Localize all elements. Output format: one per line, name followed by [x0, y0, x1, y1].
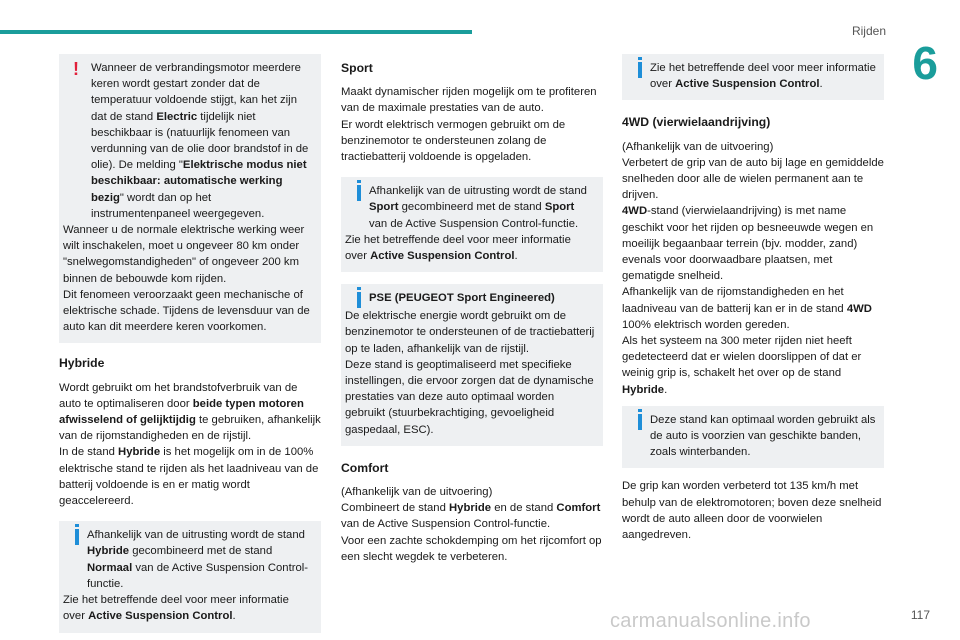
awd-heading: 4WD (vierwielaandrijving) — [622, 115, 771, 130]
awd-text-2: Verbetert de grip van de auto bij lage en gemiddelde snelheden door alle de wielen permanent aan te drijven. — [622, 156, 884, 202]
comfort-text-2: Combineert de stand Hybride en de stand Comfort van de Active Suspension Control-functie. — [341, 502, 601, 531]
sport-text-1: Maakt dynamischer rijden mogelijk om te profiteren van de maximale prestaties van de auto. — [341, 86, 597, 115]
column-3 — [622, 54, 884, 543]
info-tyres-text: Deze stand kan optimaal worden gebruikt als de auto is voorzien van geschikte banden, zoals winterbanden. — [650, 413, 876, 459]
info-box-pse — [341, 284, 603, 446]
comfort-text-3: Voor een zachte schokdemping om het rijcomfort op een slecht wegdek te verbeteren. — [341, 534, 602, 563]
comfort-text-1: (Afhankelijk van de uitvoering) — [341, 486, 493, 499]
section-title: Rijden — [851, 24, 886, 38]
warning-box — [59, 54, 321, 343]
info-box-sport — [341, 177, 603, 272]
grip-text: De grip kan worden verbeterd tot 135 km/h met behulp van de elektromotoren; boven deze snelheid wordt de auto alleen door de voorwielen aangedreven. — [622, 480, 882, 542]
hybrid-heading: Hybride — [59, 356, 105, 371]
pse-title: PSE (PEUGEOT Sport Engineered) — [369, 292, 555, 305]
info-asc-text: Zie het betreffende deel voor meer informatie over Active Suspension Control. — [650, 62, 876, 91]
warning-text-1: Wanneer de verbrandingsmotor meerdere keren wordt gestart zonder dat de temperatuur voldoende stijgt, kan het zijn dat de stand Electric tijdelijk niet beschikbaar is (natuurlijk fenomeen van verdunning van de olie door brandstof in de olie). De melding "Elektrische modus niet beschikbaar: automatische werking bezig" wordt dan op het instrumentenpaneel weergegeven. — [91, 62, 309, 220]
awd-text-3: 4WD-stand (vierwielaandrijving) is met name geschikt voor het rijden op besneeuwde wegen en moeilijk begaanbaar terrein (bjv. modder, zand) evenals voor doorwaadbare plaatsen, met gematigde snelheid. — [622, 205, 874, 283]
header-accent-bar — [0, 30, 472, 34]
info-text-2: Zie het betreffende deel voor meer informatie over Active Suspension Control. — [63, 594, 289, 623]
info-icon — [638, 414, 642, 430]
page-number: 117 — [910, 608, 930, 622]
info-icon — [357, 185, 361, 201]
sport-heading: Sport — [341, 61, 373, 75]
warning-text-2: Wanneer u de normale elektrische werking weer wilt inschakelen, moet u ongeveer 80 km onder "snelwegomstandigheden" of ongeveer 200 km binnen de bebouwde kom rijden. — [63, 224, 305, 285]
info-sport-text-2: Zie het betreffende deel voor meer informatie over Active Suspension Control. — [345, 233, 571, 263]
info-box-tyres — [622, 406, 884, 469]
info-sport-text-1: Afhankelijk van de uitrusting wordt de stand Sport gecombineerd met de stand Sport van de Active Suspension Control-functie. — [369, 185, 587, 230]
sport-text-2: Er wordt elektrisch vermogen gebruikt om de benzinemotor te ondersteunen zolang de tractiebatterij voldoende is opgeladen. — [341, 118, 566, 164]
exclamation-warning-icon: ! — [73, 59, 79, 79]
awd-text-4: Afhankelijk van de rijomstandigheden en het laadniveau van de batterij kan er in de stand 4WD 100% elektrisch worden gereden. — [622, 286, 872, 331]
watermark: carmanualsonline.info — [610, 610, 811, 632]
column-2 — [341, 54, 603, 565]
hybrid-text-2: In de stand Hybride is het mogelijk om in de 100% elektrische stand te rijden als het laadniveau van de batterij voldoende is en er matig wordt geaccelereerd. — [59, 446, 319, 508]
pse-text-2: Deze stand is geoptimaliseerd met specifieke instellingen, die ervoor zorgen dat de dynamische prestaties van deze auto optimaal worden gebruikt (stuurbekrachtiging, gevoeligheid gaspedaal, ESC). — [345, 358, 594, 436]
chapter-number: 6 — [912, 37, 938, 89]
pse-text-1: De elektrische energie wordt gebruikt om de benzinemotor te ondersteunen of de tractiebatterij op te laden, afhankelijk van de rijstijl. — [345, 310, 595, 355]
info-box-asc — [622, 54, 884, 100]
warning-text-3: Dit fenomeen veroorzaakt geen mechanische of elektrische schade. Tijdens de levensduur van de auto kan dit meerdere keren voorkomen. — [63, 288, 310, 334]
info-icon — [75, 529, 79, 545]
info-icon — [357, 292, 361, 308]
column-1 — [59, 54, 321, 640]
awd-text-5: Als het systeem na 300 meter rijden niet heeft gedetecteerd dat er wielen doorslippen of dat er weinig grip is, schakelt het over op de stand Hybride. — [622, 335, 862, 396]
info-box — [59, 521, 321, 632]
hybrid-text-1: Wordt gebruikt om het brandstofverbruik van de auto te optimaliseren door beide typen motoren afwisselend of gelijktijdig te gebruiken, afhankelijk van de rijomstandigheden en de rijstijl. — [59, 381, 321, 443]
info-icon — [638, 62, 642, 78]
awd-text-1: (Afhankelijk van de uitvoering) — [622, 140, 774, 153]
info-text-1: Afhankelijk van de uitrusting wordt de stand Hybride gecombineerd met de stand Normaal van de Active Suspension Control-functie. — [87, 529, 309, 590]
comfort-heading: Comfort — [341, 460, 389, 475]
